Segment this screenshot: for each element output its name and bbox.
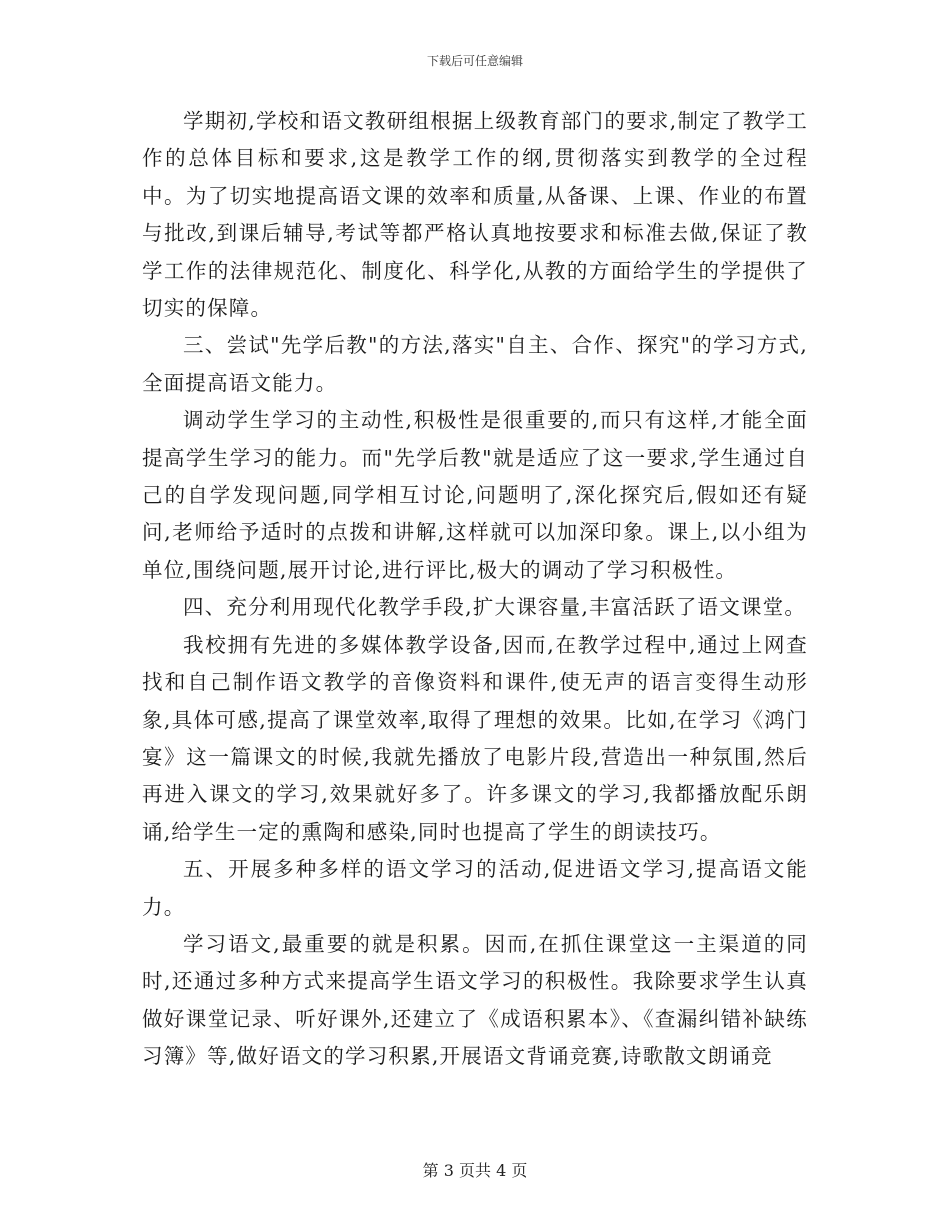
- paragraph-4: 学习语文,最重要的就是积累。因而,在抓住课堂这一主渠道的同时,还通过多种方式来提高学生语文学习的积极性。我除要求学生认真做好课堂记录、听好课外,还建立了《成语积累本》、《查漏纠错补缺练习簿》等,做好语文的学习积累,开展语文背诵竞赛,诗歌散文朗诵竞: [142, 931, 808, 1069]
- paragraph-2: 调动学生学习的主动性,积极性是很重要的,而只有这样,才能全面提高学生学习的能力。而"先学后教"就是适应了这一要求,学生通过自己的自学发现问题,同学相互讨论,问题明了,深化探究后,假如还有疑问,老师给予适时的点拨和讲解,这样就可以加深印象。课上,以小组为单位,围绕问题,展开讨论,进行评比,极大的调动了学习积极性。: [142, 408, 808, 582]
- page-footer: 第 3 页共 4 页: [422, 1161, 528, 1180]
- section-heading-4: 四、充分利用现代化教学手段,扩大课容量,丰富活跃了语文课堂。: [183, 595, 807, 620]
- section-heading-3: 三、尝试"先学后教"的方法,落实"自主、合作、探究"的学习方式,全面提高语文能力。: [142, 333, 808, 395]
- paragraph-1: 学期初,学校和语文教研组根据上级教育部门的要求,制定了教学工作的总体目标和要求,这是教学工作的纲,贯彻落实到教学的全过程中。为了切实地提高语文课的效率和质量,从备课、上课、作业的布置与批改,到课后辅导,考试等都严格认真地按要求和标准去做,保证了教学工作的法律规范化、制度化、科学化,从教的方面给学生的学提供了切实的保障。: [142, 109, 808, 321]
- page-header: 下载后可任意编辑: [426, 54, 523, 68]
- paragraph-3: 我校拥有先进的多媒体教学设备,因而,在教学过程中,通过上网查找和自己制作语文教学的音像资料和课件,使无声的语言变得生动形象,具体可感,提高了课堂效率,取得了理想的效果。比如,在学习《鸿门宴》这一篇课文的时候,我就先播放了电影片段,营造出一种氛围,然后再进入课文的学习,效果就好多了。许多课文的学习,我都播放配乐朗诵,给学生一定的熏陶和感染,同时也提高了学生的朗读技巧。: [142, 632, 808, 844]
- document-body: [142, 103, 808, 1076]
- section-heading-5: 五、开展多种多样的语文学习的活动,促进语文学习,提高语文能力。: [142, 857, 808, 919]
